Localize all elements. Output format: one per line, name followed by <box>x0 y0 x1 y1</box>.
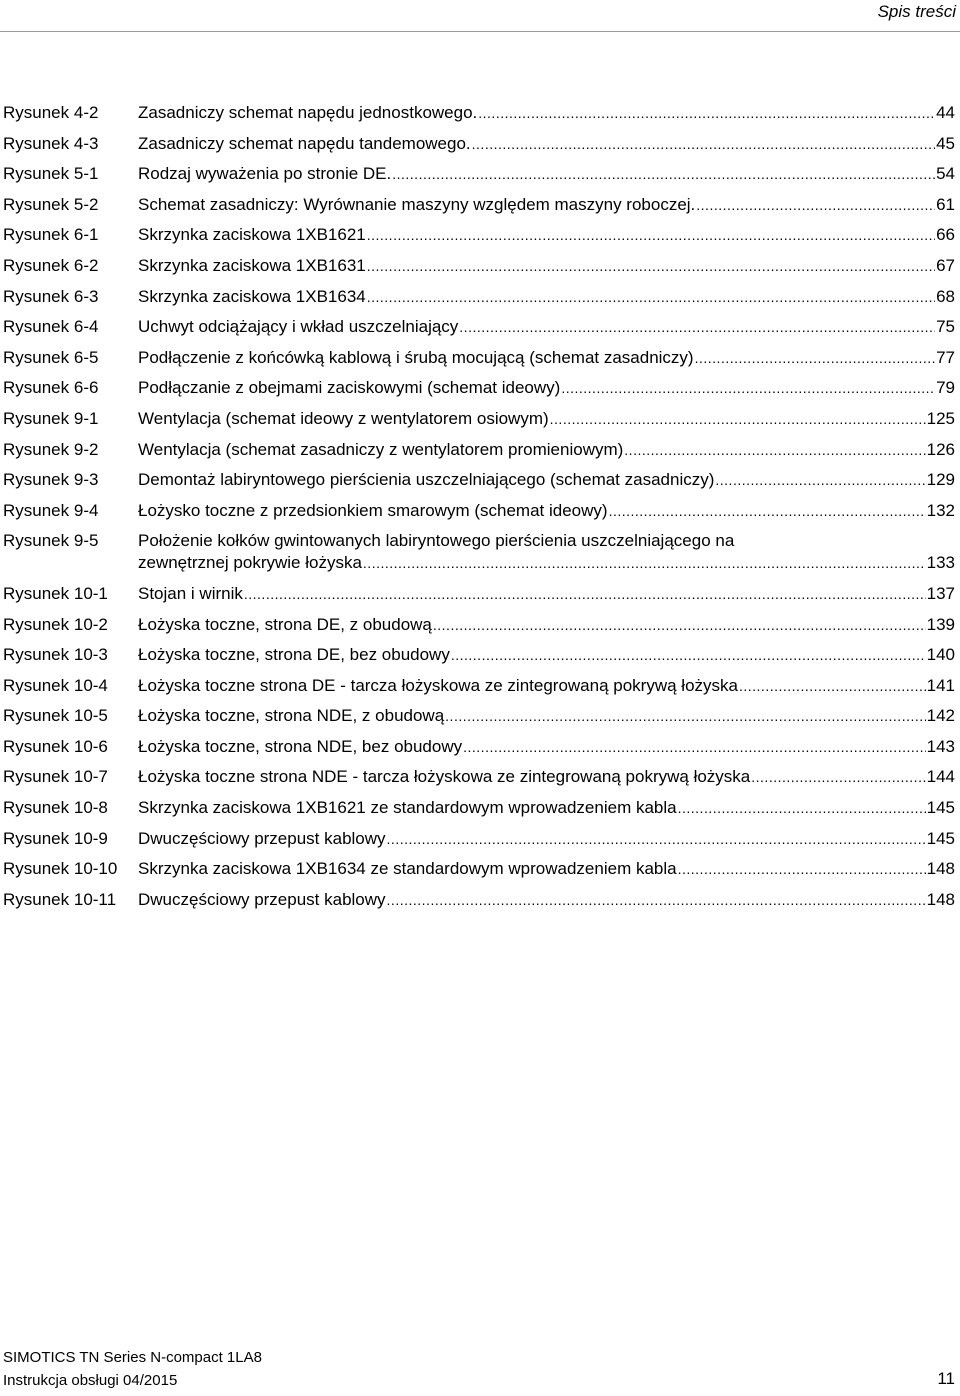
toc-line <box>138 583 955 605</box>
figure-number: Rysunek 4-3 <box>3 133 99 153</box>
dot-leader <box>695 347 935 369</box>
page-reference[interactable]: 125 <box>926 408 955 428</box>
header-divider <box>0 31 960 32</box>
figure-title: Stojan i wirnik <box>138 583 243 603</box>
dot-leader <box>715 469 925 491</box>
toc-line <box>138 552 955 574</box>
page-reference[interactable]: 143 <box>926 736 955 756</box>
toc-line <box>138 133 955 155</box>
page-reference[interactable]: 66 <box>936 225 955 245</box>
figure-number: Rysunek 6-4 <box>3 317 99 337</box>
toc-entry-body <box>138 766 955 788</box>
toc-line <box>138 889 955 911</box>
page-reference[interactable]: 61 <box>936 194 955 214</box>
toc-entry[interactable] <box>3 858 955 880</box>
page-reference[interactable]: 142 <box>926 706 955 726</box>
toc-entry[interactable] <box>3 194 955 216</box>
toc-line <box>138 500 955 522</box>
page-reference[interactable]: 75 <box>936 317 955 337</box>
toc-entry-body <box>138 530 955 574</box>
figure-title: Podłączenie z końcówką kablową i śrubą mocującą (schemat zasadniczy) <box>138 347 694 367</box>
page-reference[interactable]: 144 <box>926 767 955 787</box>
page-reference[interactable]: 79 <box>936 378 955 398</box>
header-title: Spis treści <box>877 2 956 21</box>
toc-entry[interactable] <box>3 255 955 277</box>
toc-entry-body <box>138 469 955 491</box>
toc-entry[interactable] <box>3 889 955 911</box>
figure-title: Rodzaj wyważenia po stronie DE. <box>138 164 392 184</box>
dot-leader <box>696 194 935 216</box>
dot-leader <box>678 797 926 819</box>
figure-title: Łożyska toczne, strona NDE, bez obudowy <box>138 736 463 756</box>
page-reference[interactable]: 145 <box>926 798 955 818</box>
dot-leader <box>678 858 926 880</box>
toc-entry-body <box>138 102 955 124</box>
toc-entry[interactable] <box>3 736 955 758</box>
figure-number: Rysunek 6-3 <box>3 286 99 306</box>
toc-entry[interactable] <box>3 163 955 185</box>
toc-entry[interactable] <box>3 316 955 338</box>
figure-title: Skrzynka zaciskowa 1XB1631 <box>138 255 366 275</box>
figure-number: Rysunek 5-2 <box>3 194 99 214</box>
dot-leader <box>367 286 935 308</box>
toc-entry[interactable] <box>3 644 955 666</box>
figure-title: Łożyska toczne, strona DE, bez obudowy <box>138 645 450 665</box>
figure-title: Łożysko toczne z przedsionkiem smarowym (schemat ideowy) <box>138 500 608 520</box>
toc-line <box>138 736 955 758</box>
figure-title: Łożyska toczne strona DE - tarcza łożyskowa ze zintegrowaną pokrywą łożyska <box>138 675 738 695</box>
toc-entry[interactable] <box>3 500 955 522</box>
figure-number: Rysunek 9-4 <box>3 500 99 520</box>
dot-leader <box>751 766 925 788</box>
page-reference[interactable]: 68 <box>936 286 955 306</box>
figure-title: Dwuczęściowy przepust kablowy <box>138 889 386 909</box>
figure-title: Schemat zasadniczy: Wyrównanie maszyny względem maszyny roboczej. <box>138 194 696 214</box>
toc-entry-body <box>138 163 955 185</box>
toc-line <box>138 766 955 788</box>
figure-number: Rysunek 6-6 <box>3 378 99 398</box>
toc-line <box>138 644 955 666</box>
figure-number: Rysunek 10-6 <box>3 736 108 756</box>
figure-number: Rysunek 6-5 <box>3 347 99 367</box>
page-number: 11 <box>937 1369 955 1388</box>
toc-entry[interactable] <box>3 797 955 819</box>
toc-entry[interactable] <box>3 614 955 636</box>
figure-number: Rysunek 10-7 <box>3 767 108 787</box>
toc-line <box>138 675 955 697</box>
toc-entry-body <box>138 705 955 727</box>
toc-line <box>138 194 955 216</box>
page-reference[interactable]: 139 <box>926 614 955 634</box>
toc-line <box>138 316 955 338</box>
dot-leader <box>387 889 926 911</box>
figure-title: Łożyska toczne, strona NDE, z obudową <box>138 706 445 726</box>
toc-entry-body <box>138 347 955 369</box>
toc-entry[interactable] <box>3 766 955 788</box>
toc-entry-body <box>138 797 955 819</box>
toc-line <box>138 828 955 850</box>
toc-entry[interactable] <box>3 828 955 850</box>
toc-entry-body <box>138 224 955 246</box>
footer-document: Instrukcja obsługi 04/2015 <box>3 1372 178 1389</box>
toc-entry[interactable] <box>3 133 955 155</box>
figure-number: Rysunek 5-1 <box>3 164 99 184</box>
figure-number: Rysunek 10-2 <box>3 614 108 634</box>
figure-number: Rysunek 10-4 <box>3 675 108 695</box>
toc-line <box>138 255 955 277</box>
toc-entry[interactable] <box>3 583 955 605</box>
toc-entry-body <box>138 614 955 636</box>
toc-line <box>138 858 955 880</box>
figure-number: Rysunek 9-5 <box>3 531 99 551</box>
toc-entry[interactable] <box>3 408 955 430</box>
page-reference[interactable]: 126 <box>926 439 955 459</box>
toc-line <box>138 347 955 369</box>
toc-entry[interactable] <box>3 102 955 124</box>
toc-entry-body <box>138 377 955 399</box>
dot-leader <box>363 552 926 574</box>
toc-entry-body <box>138 286 955 308</box>
figure-title: Wentylacja (schemat ideowy z wentylatorem osiowym) <box>138 408 549 428</box>
page-reference[interactable]: 132 <box>926 500 955 520</box>
figure-title: Zasadniczy schemat napędu jednostkowego. <box>138 103 478 122</box>
dot-leader <box>387 828 926 850</box>
toc-entry-body <box>138 439 955 461</box>
figure-number: Rysunek 10-1 <box>3 583 108 603</box>
toc-entry-body <box>138 583 955 605</box>
figure-title: Skrzynka zaciskowa 1XB1634 <box>138 286 366 306</box>
page-reference[interactable]: 148 <box>926 889 955 909</box>
toc-line <box>138 705 955 727</box>
figure-title: Skrzynka zaciskowa 1XB1634 ze standardowym wprowadzeniem kabla <box>138 859 677 879</box>
figure-number: Rysunek 10-8 <box>3 798 108 818</box>
toc-line <box>138 163 955 185</box>
figure-title: Skrzynka zaciskowa 1XB1621 ze standardowym wprowadzeniem kabla <box>138 798 677 818</box>
toc-entry-body <box>138 255 955 277</box>
dot-leader <box>478 102 935 124</box>
page-reference[interactable]: 133 <box>926 553 955 573</box>
dot-leader <box>244 583 926 605</box>
figure-number: Rysunek 10-10 <box>3 859 118 879</box>
toc-line <box>138 377 955 399</box>
page-reference[interactable]: 129 <box>926 470 955 490</box>
dot-leader <box>367 224 935 246</box>
page-header <box>0 0 960 30</box>
figure-title: Położenie kołków gwintowanych labiryntowego pierścienia uszczelniającego na <box>138 531 735 551</box>
page-reference[interactable]: 145 <box>926 828 955 848</box>
figure-number: Rysunek 9-3 <box>3 470 99 490</box>
toc-entry-body <box>138 133 955 155</box>
toc-entry-body <box>138 500 955 522</box>
dot-leader <box>445 705 925 727</box>
toc-line <box>138 224 955 246</box>
toc-entry[interactable] <box>3 530 955 574</box>
dot-leader <box>550 408 926 430</box>
toc-entry[interactable] <box>3 286 955 308</box>
page-reference[interactable]: 67 <box>936 255 955 275</box>
dot-leader <box>367 255 935 277</box>
figure-title: Podłączanie z obejmami zaciskowymi (schemat ideowy) <box>138 378 561 398</box>
figure-title: Łożyska toczne strona NDE - tarcza łożyskowa ze zintegrowaną pokrywą łożyska <box>138 767 751 787</box>
toc-entry[interactable] <box>3 377 955 399</box>
figure-title: Dwuczęściowy przepust kablowy <box>138 828 386 848</box>
toc-entry-body <box>138 644 955 666</box>
page-footer <box>3 1336 955 1396</box>
toc-line <box>138 439 955 461</box>
dot-leader <box>472 133 935 155</box>
toc-line <box>138 102 955 124</box>
page-reference[interactable]: 140 <box>926 645 955 665</box>
figure-number: Rysunek 10-11 <box>3 889 117 909</box>
page-reference[interactable]: 137 <box>926 583 955 603</box>
dot-leader <box>392 163 935 185</box>
figure-title: Uchwyt odciążający i wkład uszczelniający <box>138 317 459 337</box>
dot-leader <box>433 614 926 636</box>
toc-entry-body <box>138 316 955 338</box>
toc-line <box>138 469 955 491</box>
toc-line <box>138 286 955 308</box>
toc-entry-body <box>138 889 955 911</box>
figure-number: Rysunek 4-2 <box>3 103 99 122</box>
toc-entry[interactable] <box>3 705 955 727</box>
figure-number: Rysunek 9-1 <box>3 408 99 428</box>
toc-entry[interactable] <box>3 675 955 697</box>
dot-leader <box>609 500 926 522</box>
dot-leader <box>459 316 935 338</box>
toc-entry[interactable] <box>3 469 955 491</box>
figure-number: Rysunek 6-2 <box>3 255 99 275</box>
page-reference[interactable]: 77 <box>936 347 955 367</box>
dot-leader <box>463 736 926 758</box>
figure-title: Wentylacja (schemat zasadniczy z wentylatorem promieniowym) <box>138 439 624 459</box>
toc-entry[interactable] <box>3 224 955 246</box>
figure-title: Skrzynka zaciskowa 1XB1621 <box>138 225 366 245</box>
page-reference[interactable]: 141 <box>926 675 955 695</box>
figure-number: Rysunek 10-3 <box>3 645 108 665</box>
page-reference[interactable]: 54 <box>936 164 955 184</box>
footer-product: SIMOTICS TN Series N-compact 1LA8 <box>3 1349 262 1366</box>
figure-title: Demontaż labiryntowego pierścienia uszczelniającego (schemat zasadniczy) <box>138 470 715 490</box>
page-reference[interactable]: 45 <box>936 133 955 153</box>
dot-leader <box>561 377 935 399</box>
toc-entry[interactable] <box>3 347 955 369</box>
toc-line <box>138 797 955 819</box>
figure-title: Zasadniczy schemat napędu tandemowego. <box>138 133 471 153</box>
toc-entry-body <box>138 828 955 850</box>
page-reference[interactable]: 44 <box>936 103 955 122</box>
figure-list <box>3 102 955 919</box>
figure-number: Rysunek 10-5 <box>3 706 108 726</box>
toc-entry[interactable] <box>3 439 955 461</box>
figure-number: Rysunek 6-1 <box>3 225 99 245</box>
dot-leader <box>624 439 925 461</box>
toc-line <box>138 614 955 636</box>
dot-leader <box>451 644 926 666</box>
toc-entry-body <box>138 675 955 697</box>
figure-number: Rysunek 10-9 <box>3 828 108 848</box>
page-reference[interactable]: 148 <box>926 859 955 879</box>
toc-entry-body <box>138 858 955 880</box>
toc-entry-body <box>138 408 955 430</box>
figure-number: Rysunek 9-2 <box>3 439 99 459</box>
toc-entry-body <box>138 736 955 758</box>
dot-leader <box>739 675 926 697</box>
figure-title-continued: zewnętrznej pokrywie łożyska <box>138 553 362 573</box>
figure-title: Łożyska toczne, strona DE, z obudową <box>138 614 432 634</box>
toc-entry-body <box>138 194 955 216</box>
toc-line <box>138 408 955 430</box>
